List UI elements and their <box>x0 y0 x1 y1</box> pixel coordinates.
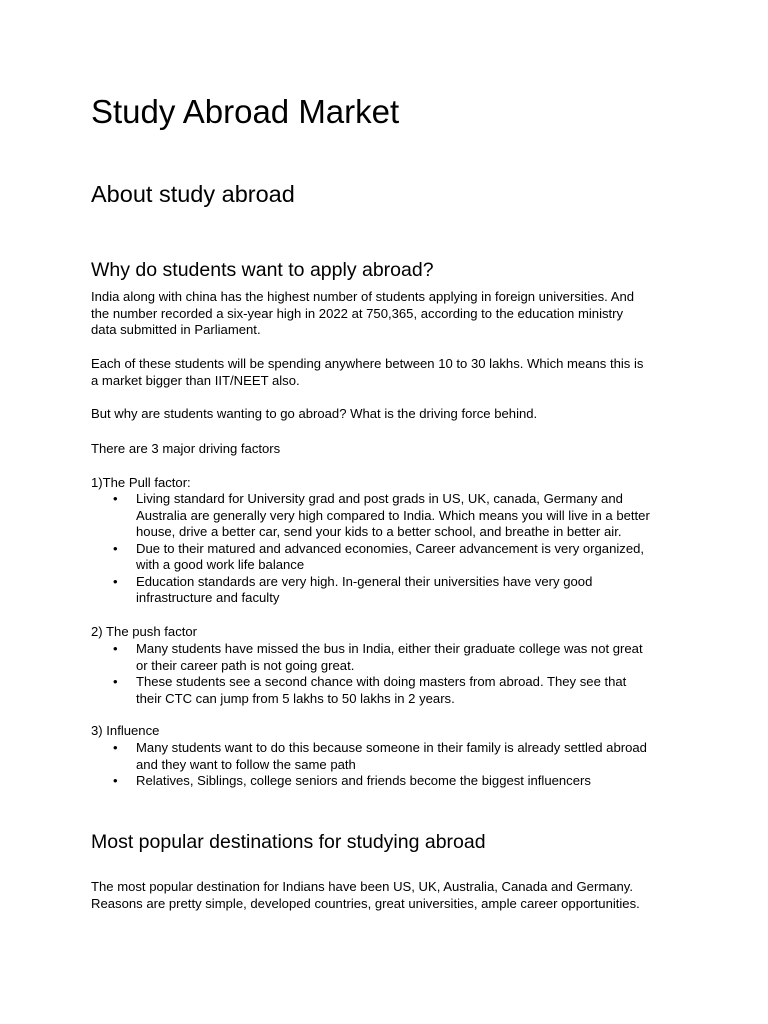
list-item: • These students see a second chance with doing masters from abroad. They see that their CTC can jump from 5 lakhs to 50 lakhs in 2 years. <box>113 674 627 706</box>
paragraph-line: the number recorded a six-year high in 2022 at 750,365, according to the education ministry <box>91 305 624 321</box>
pull-factor-label: 1)The Pull factor: <box>91 475 191 490</box>
list-item: • Relatives, Siblings, college seniors and friends become the biggest influencers <box>113 773 591 788</box>
paragraph-line: data submitted in Parliament. <box>91 322 261 337</box>
paragraph-line: a market bigger than IIT/NEET also. <box>91 372 300 388</box>
influence-label: 3) Influence <box>91 723 160 738</box>
list-item: • Education standards are very high. In-general their universities have very good infrastructure and faculty <box>113 573 593 605</box>
list-item: • Living standard for University grad and post grads in US, UK, canada, Germany and Australia are generally very high compared to India. Which means you will live in a better house, drive a better car, send your kids to a better school, and breathe in better air. <box>113 491 650 539</box>
list-item: • Due to their matured and advanced economies, Career advancement is very organized, with a good work life balance <box>113 540 645 572</box>
bullet-icon: • <box>113 773 118 788</box>
paragraph-spending <box>91 356 691 389</box>
paragraph-line: The most popular destination for Indians have been US, UK, Australia, Canada and Germany. <box>91 879 634 894</box>
push-factor-list <box>91 641 643 707</box>
bullet-icon: • <box>113 491 118 506</box>
paragraph-factors: There are 3 major driving factors <box>91 441 281 456</box>
list-item: • Many students have missed the bus in India, either their graduate college was not great or their career path is not going great. <box>113 641 643 673</box>
bullet-icon: • <box>113 540 118 556</box>
paragraph-question: But why are students wanting to go abroad? What is the driving force behind. <box>91 406 538 421</box>
paragraph-line: Each of these students will be spending anywhere between 10 to 30 lakhs. Which means this is <box>91 356 644 371</box>
section-heading-about: About study abroad <box>91 181 295 207</box>
paragraph-destinations <box>91 879 691 912</box>
page-title: Study Abroad Market <box>91 93 400 130</box>
push-factor-label: 2) The push factor <box>91 624 198 639</box>
section-heading-destinations: Most popular destinations for studying abroad <box>91 831 486 853</box>
bullet-icon: • <box>113 740 118 755</box>
paragraph-line: India along with china has the highest number of students applying in foreign universities. And <box>91 289 635 304</box>
bullet-icon: • <box>113 641 118 656</box>
paragraph-intro <box>91 289 691 339</box>
paragraph-line: Reasons are pretty simple, developed countries, great universities, ample career opportunities. <box>91 895 640 911</box>
pull-factor-list <box>91 491 650 607</box>
bullet-icon: • <box>113 674 118 689</box>
bullet-icon: • <box>113 573 118 589</box>
influence-list <box>91 740 647 790</box>
list-item: • Many students want to do this because someone in their family is already settled abroad and they want to follow the same path <box>113 740 647 772</box>
section-heading-why: Why do students want to apply abroad? <box>91 259 434 281</box>
